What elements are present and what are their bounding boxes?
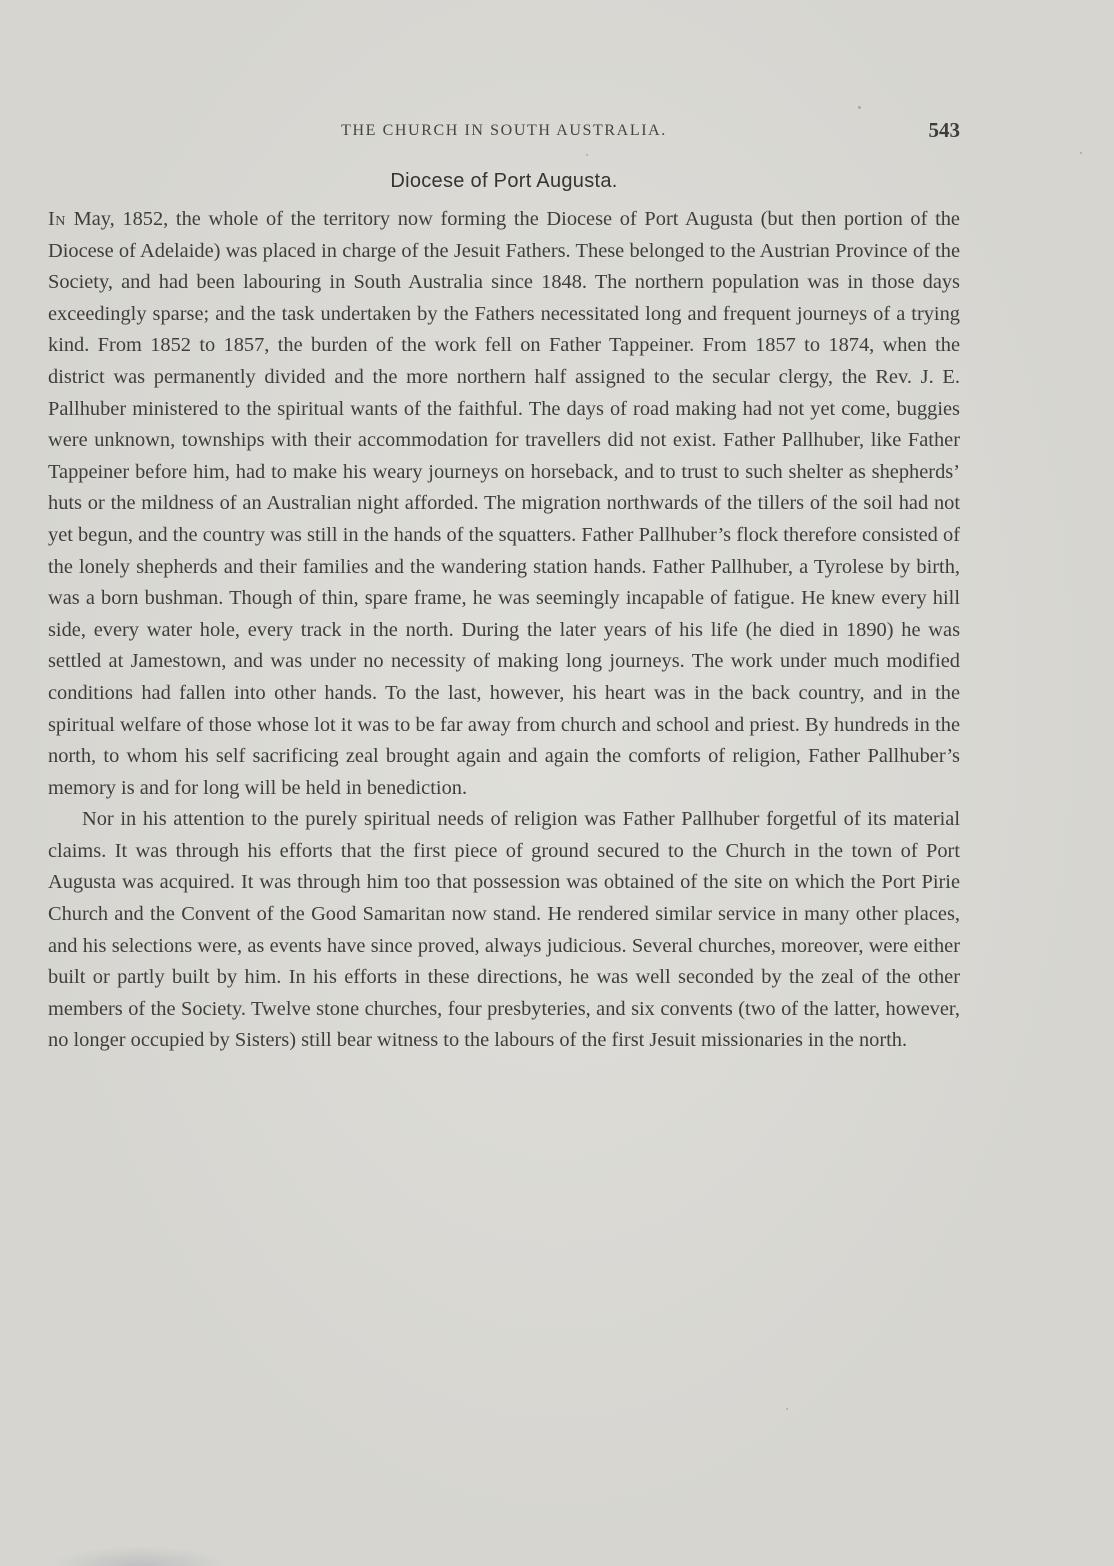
paragraph-2 [48,804,960,1057]
paper-speck [586,154,588,156]
running-title: THE CHURCH IN SOUTH AUSTRALIA. [341,122,667,139]
paragraph-1-lead-word: In [48,208,66,230]
paper-speck [786,1408,788,1410]
running-head [48,118,960,148]
body-text [48,204,960,1057]
paper-stain [50,1546,230,1566]
paragraph-1-text: May, 1852, the whole of the territory now forming the Diocese of Port Augusta (but then portion of the Diocese of Adelaide) was placed in charge of the Jesuit Fathers. These belonged to the Austrian Province of the Society, and had been labouring in South Australia since 1848. The northern population was in those days exceedingly sparse; and the task undertaken by the Fathers necessitated long and frequent journeys of a trying kind. From 1852 to 1857, the burden of the work fell on Father Tappeiner. From 1857 to 1874, when the district was permanently divided and the more northern half assigned to the secular clergy, the Rev. J. E. Pallhuber ministered to the spiritual wants of the faithful. The days of road making had not yet come, buggies were unknown, townships with their accommodation for travellers did not exist. Father Pallhuber, like Father Tappeiner before him, had to make his weary journeys on horseback, and to trust to such shelter as shepherds’ huts or the mildness of an Australian night afforded. The migration northwards of the tillers of the soil had not yet begun, and the country was still in the hands of the squatters. Father Pallhuber’s flock therefore consisted of the lonely shepherds and their families and the wandering station hands. Father Pallhuber, a Tyrolese by birth, was a born bushman. Though of thin, spare frame, he was seemingly incapable of fatigue. He knew every hill side, every water hole, every track in the north. During the later years of his life (he died in 1890) he was settled at Jamestown, and was under no necessity of making long journeys. The work under much modified conditions had fallen into other hands. To the last, however, his heart was in the back country, and in the spiritual welfare of those whose lot it was to be far away from church and school and priest. By hundreds in the north, to whom his self sacrificing zeal brought again and again the comforts of religion, Father Pallhuber’s memory is and for long will be held in benediction. [48,208,960,799]
paragraph-1 [48,204,960,804]
paragraph-2-text: Nor in his attention to the purely spiritual needs of religion was Father Pallhuber forgetful of its material claims. It was through his efforts that the first piece of ground secured to the Church in the town of Port Augusta was acquired. It was through him too that possession was obtained of the site on which the Port Pirie Church and the Convent of the Good Samaritan now stand. He rendered similar service in many other places, and his selections were, as events have since proved, always judicious. Several churches, moreover, were either built or partly built by him. In his efforts in these directions, he was well seconded by the zeal of the other members of the Society. Twelve stone churches, four presbyteries, and six convents (two of the latter, however, no longer occupied by Sisters) still bear witness to the labours of the first Jesuit missionaries in the north. [48,808,960,1052]
paper-speck [858,106,861,109]
page-number: 543 [928,118,960,142]
paper-speck [1080,152,1082,154]
section-title: Diocese of Port Augusta. [390,170,618,192]
